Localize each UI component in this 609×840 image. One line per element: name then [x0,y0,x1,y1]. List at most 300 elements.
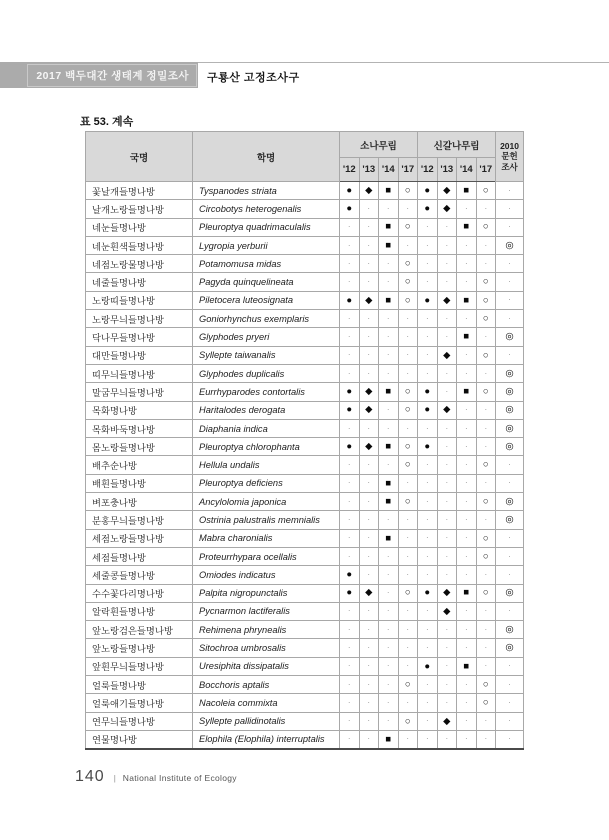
mark-cell-empty: · [340,218,360,236]
mark-cell-empty: · [340,474,360,492]
mark-cell-empty: · [340,602,360,620]
mark-cell-empty: · [476,602,496,620]
mark-cell-filled-square: ■ [379,529,399,547]
mark-cell-empty: · [476,236,496,254]
mark-cell-filled-square: ■ [457,291,477,309]
mark-cell-empty: · [496,676,524,694]
mark-cell-empty: · [398,657,418,675]
mark-cell-empty: · [379,657,399,675]
mark-cell-filled-diamond: ◆ [359,182,379,200]
korean-name-cell: 목화바둑명나방 [86,419,193,437]
mark-cell-empty: · [496,273,524,291]
mark-cell-empty: · [437,676,457,694]
mark-cell-filled-circle: ● [340,200,360,218]
mark-cell-filled-circle: ● [340,182,360,200]
mark-cell-empty: · [398,364,418,382]
mark-cell-empty: · [340,529,360,547]
mark-cell-empty: · [496,730,524,748]
mark-cell-empty: · [379,456,399,474]
mark-cell-open-circle: ○ [476,584,496,602]
mark-cell-empty: · [457,547,477,565]
mark-cell-empty: · [359,328,379,346]
mark-cell-empty: · [398,346,418,364]
mark-cell-filled-diamond: ◆ [437,291,457,309]
scientific-name-cell: Circobotys heterogenalis [193,200,340,218]
mark-cell-filled-circle: ● [418,584,438,602]
mark-cell-empty: · [457,566,477,584]
table-row [86,310,524,328]
header-rule [198,62,609,63]
mark-cell-empty: · [398,328,418,346]
scientific-name-cell: Pycnarmon lactiferalis [193,602,340,620]
mark-cell-empty: · [457,346,477,364]
header-pine-forest: 소나무림 [340,132,418,158]
mark-cell-open-circle: ○ [398,438,418,456]
mark-cell-filled-square: ■ [379,730,399,748]
scientific-name-cell: Glyphodes duplicalis [193,364,340,382]
mark-cell-empty: · [398,694,418,712]
mark-cell-empty: · [340,657,360,675]
table-caption: 표 53. 계속 [80,116,134,128]
scientific-name-cell: Tyspanodes striata [193,182,340,200]
mark-cell-open-circle: ○ [398,182,418,200]
mark-cell-open-circle: ○ [476,493,496,511]
mark-cell-empty: · [457,236,477,254]
mark-cell-filled-square: ■ [457,328,477,346]
mark-cell-empty: · [476,438,496,456]
table-row [86,639,524,657]
mark-cell-empty: · [340,346,360,364]
mark-cell-empty: · [340,310,360,328]
mark-cell-filled-circle: ● [418,401,438,419]
header-scientific-name: 학명 [193,132,340,182]
mark-cell-empty: · [457,273,477,291]
mark-cell-empty: · [418,566,438,584]
table-row [86,584,524,602]
mark-cell-empty: · [437,474,457,492]
mark-cell-open-circle: ○ [476,456,496,474]
mark-cell-double-circle-literature: ◎ [496,236,524,254]
mark-cell-empty: · [496,602,524,620]
mark-cell-empty: · [457,639,477,657]
scientific-name-cell: Goniorhynchus exemplaris [193,310,340,328]
mark-cell-empty: · [496,182,524,200]
mark-cell-empty: · [437,730,457,748]
mark-cell-double-circle-literature: ◎ [496,511,524,529]
mark-cell-empty: · [496,529,524,547]
mark-cell-empty: · [476,511,496,529]
mark-cell-empty: · [457,493,477,511]
mark-cell-empty: · [437,456,457,474]
mark-cell-filled-square: ■ [379,236,399,254]
mark-cell-empty: · [359,694,379,712]
scientific-name-cell: Pleuroptya chlorophanta [193,438,340,456]
korean-name-cell: 연물명나방 [86,730,193,748]
mark-cell-filled-square: ■ [379,291,399,309]
table-row [86,657,524,675]
scientific-name-cell: Glyphodes pryeri [193,328,340,346]
mark-cell-empty: · [476,255,496,273]
table-row [86,218,524,236]
mark-cell-empty: · [379,200,399,218]
mark-cell-filled-diamond: ◆ [359,291,379,309]
mark-cell-empty: · [340,273,360,291]
table-row [86,255,524,273]
mark-cell-empty: · [476,419,496,437]
mark-cell-empty: · [398,200,418,218]
page-number: 140 [75,768,105,785]
scientific-name-cell: Mabra charonialis [193,529,340,547]
header-korean-name: 국명 [86,132,193,182]
table-row [86,438,524,456]
header-literature-line2: 문헌 [501,151,518,162]
mark-cell-empty: · [496,200,524,218]
mark-cell-empty: · [418,310,438,328]
mark-cell-empty: · [476,566,496,584]
mark-cell-empty: · [379,621,399,639]
mark-cell-empty: · [418,236,438,254]
table-row [86,474,524,492]
header-literature-line1: 2010 [500,140,519,151]
mark-cell-empty: · [359,364,379,382]
scientific-name-cell: Potamomusa midas [193,255,340,273]
mark-cell-filled-circle: ● [340,438,360,456]
mark-cell-filled-circle: ● [418,291,438,309]
mark-cell-empty: · [340,419,360,437]
header-year-pine-17: '17 [398,158,418,182]
header-year-pine-14: '14 [379,158,399,182]
korean-name-cell: 배흰들명나방 [86,474,193,492]
mark-cell-empty: · [437,511,457,529]
mark-cell-empty: · [340,456,360,474]
mark-cell-empty: · [457,419,477,437]
mark-cell-filled-diamond: ◆ [437,584,457,602]
mark-cell-empty: · [418,218,438,236]
scientific-name-cell: Diaphania indica [193,419,340,437]
header-oak-forest: 신갈나무림 [418,132,496,158]
mark-cell-empty: · [379,255,399,273]
mark-cell-filled-square: ■ [379,474,399,492]
mark-cell-double-circle-literature: ◎ [496,419,524,437]
mark-cell-empty: · [437,310,457,328]
mark-cell-empty: · [398,566,418,584]
table-row [86,547,524,565]
mark-cell-empty: · [359,273,379,291]
mark-cell-filled-square: ■ [457,584,477,602]
mark-cell-empty: · [496,218,524,236]
mark-cell-empty: · [476,401,496,419]
mark-cell-empty: · [476,657,496,675]
mark-cell-filled-diamond: ◆ [359,401,379,419]
mark-cell-empty: · [359,236,379,254]
korean-name-cell: 말굽무늬들명나방 [86,383,193,401]
mark-cell-empty: · [457,712,477,730]
mark-cell-empty: · [457,401,477,419]
section-title: 구룡산 고정조사구 [207,72,300,84]
korean-name-cell: 목화명나방 [86,401,193,419]
mark-cell-empty: · [437,529,457,547]
table-row [86,730,524,748]
table-row [86,273,524,291]
korean-name-cell: 세점들명나방 [86,547,193,565]
mark-cell-empty: · [476,712,496,730]
mark-cell-empty: · [437,218,457,236]
mark-cell-empty: · [398,474,418,492]
mark-cell-empty: · [457,676,477,694]
korean-name-cell: 얼룩애기들명나방 [86,694,193,712]
header-year-pine-13: '13 [359,158,379,182]
mark-cell-open-circle: ○ [398,401,418,419]
mark-cell-open-circle: ○ [476,694,496,712]
mark-cell-open-circle: ○ [398,712,418,730]
mark-cell-empty: · [340,511,360,529]
table-row [86,676,524,694]
mark-cell-empty: · [359,566,379,584]
mark-cell-empty: · [437,657,457,675]
table-row [86,401,524,419]
table-row [86,621,524,639]
header-year-pine-12: '12 [340,158,360,182]
table-row [86,383,524,401]
mark-cell-empty: · [398,511,418,529]
table-row [86,511,524,529]
mark-cell-empty: · [359,712,379,730]
mark-cell-open-circle: ○ [476,346,496,364]
mark-cell-empty: · [496,657,524,675]
mark-cell-empty: · [457,456,477,474]
mark-cell-empty: · [359,657,379,675]
mark-cell-open-circle: ○ [398,676,418,694]
mark-cell-empty: · [437,383,457,401]
mark-cell-empty: · [379,310,399,328]
mark-cell-double-circle-literature: ◎ [496,438,524,456]
mark-cell-empty: · [340,493,360,511]
mark-cell-filled-square: ■ [457,657,477,675]
mark-cell-empty: · [340,236,360,254]
mark-cell-empty: · [340,255,360,273]
scientific-name-cell: Syllepte taiwanalis [193,346,340,364]
mark-cell-open-circle: ○ [476,182,496,200]
mark-cell-empty: · [437,255,457,273]
mark-cell-empty: · [437,493,457,511]
mark-cell-empty: · [359,639,379,657]
mark-cell-open-circle: ○ [398,493,418,511]
footer-divider: | [113,773,116,783]
mark-cell-empty: · [457,529,477,547]
mark-cell-double-circle-literature: ◎ [496,584,524,602]
table-row [86,236,524,254]
scientific-name-cell: Pagyda quinquelineata [193,273,340,291]
header-year-oak-12: '12 [418,158,438,182]
mark-cell-empty: · [476,200,496,218]
korean-name-cell: 노랑무늬들명나방 [86,310,193,328]
table-row [86,364,524,382]
mark-cell-filled-diamond: ◆ [437,200,457,218]
mark-cell-double-circle-literature: ◎ [496,328,524,346]
mark-cell-empty: · [359,456,379,474]
mark-cell-filled-circle: ● [418,438,438,456]
korean-name-cell: 몸노랑들명나방 [86,438,193,456]
mark-cell-empty: · [418,730,438,748]
mark-cell-double-circle-literature: ◎ [496,493,524,511]
mark-cell-empty: · [437,547,457,565]
mark-cell-empty: · [496,291,524,309]
mark-cell-empty: · [496,310,524,328]
table-row [86,200,524,218]
table-row [86,602,524,620]
mark-cell-empty: · [418,602,438,620]
korean-name-cell: 날개노랑들명나방 [86,200,193,218]
mark-cell-empty: · [379,566,399,584]
mark-cell-empty: · [398,639,418,657]
mark-cell-empty: · [496,255,524,273]
mark-cell-empty: · [418,621,438,639]
scientific-name-cell: Syllepte pallidinotalis [193,712,340,730]
mark-cell-empty: · [359,621,379,639]
mark-cell-empty: · [340,676,360,694]
mark-cell-empty: · [398,529,418,547]
mark-cell-filled-diamond: ◆ [437,182,457,200]
mark-cell-empty: · [398,310,418,328]
table-row [86,712,524,730]
footer-organization: National Institute of Ecology [122,773,237,783]
mark-cell-filled-square: ■ [379,438,399,456]
mark-cell-empty: · [476,730,496,748]
scientific-name-cell: Omiodes indicatus [193,566,340,584]
mark-cell-double-circle-literature: ◎ [496,621,524,639]
mark-cell-empty: · [340,621,360,639]
mark-cell-filled-circle: ● [340,566,360,584]
mark-cell-empty: · [476,328,496,346]
scientific-name-cell: Piletocera luteosignata [193,291,340,309]
korean-name-cell: 꽃날개들명나방 [86,182,193,200]
mark-cell-empty: · [379,328,399,346]
header-literature-line3: 조사 [501,161,518,172]
mark-cell-filled-square: ■ [379,383,399,401]
mark-cell-empty: · [379,602,399,620]
mark-cell-filled-circle: ● [418,200,438,218]
mark-cell-open-circle: ○ [398,456,418,474]
mark-cell-empty: · [379,694,399,712]
table-body [86,182,524,749]
scientific-name-cell: Bocchoris aptalis [193,676,340,694]
table-row [86,694,524,712]
korean-name-cell: 노랑띠들명나방 [86,291,193,309]
scientific-name-cell: Lygropia yerburii [193,236,340,254]
mark-cell-empty: · [359,346,379,364]
korean-name-cell: 네점노랑물명나방 [86,255,193,273]
mark-cell-filled-diamond: ◆ [437,712,457,730]
mark-cell-empty: · [437,419,457,437]
table-row [86,529,524,547]
mark-cell-empty: · [379,511,399,529]
korean-name-cell: 네줄들명나방 [86,273,193,291]
mark-cell-double-circle-literature: ◎ [496,383,524,401]
mark-cell-empty: · [379,676,399,694]
table-row [86,328,524,346]
mark-cell-empty: · [496,346,524,364]
mark-cell-empty: · [418,255,438,273]
mark-cell-empty: · [379,547,399,565]
mark-cell-open-circle: ○ [476,547,496,565]
korean-name-cell: 벼포충나방 [86,493,193,511]
mark-cell-empty: · [359,529,379,547]
mark-cell-empty: · [359,602,379,620]
mark-cell-empty: · [496,474,524,492]
mark-cell-empty: · [457,730,477,748]
table-row [86,346,524,364]
table-row [86,456,524,474]
scientific-name-cell: Nacoleia commixta [193,694,340,712]
mark-cell-open-circle: ○ [398,383,418,401]
scientific-name-cell: Eurrhyparodes contortalis [193,383,340,401]
mark-cell-filled-circle: ● [418,657,438,675]
mark-cell-double-circle-literature: ◎ [496,639,524,657]
korean-name-cell: 수수꽃다리명나방 [86,584,193,602]
mark-cell-empty: · [340,547,360,565]
mark-cell-empty: · [340,639,360,657]
mark-cell-empty: · [457,511,477,529]
mark-cell-filled-square: ■ [379,218,399,236]
mark-cell-empty: · [398,730,418,748]
mark-cell-empty: · [437,328,457,346]
scientific-name-cell: Pleuroptya deficiens [193,474,340,492]
mark-cell-filled-square: ■ [457,383,477,401]
mark-cell-filled-diamond: ◆ [437,346,457,364]
mark-cell-empty: · [418,456,438,474]
mark-cell-empty: · [418,364,438,382]
mark-cell-empty: · [496,456,524,474]
mark-cell-empty: · [437,639,457,657]
table-row [86,566,524,584]
mark-cell-empty: · [340,712,360,730]
mark-cell-empty: · [340,730,360,748]
mark-cell-empty: · [457,438,477,456]
mark-cell-empty: · [418,529,438,547]
mark-cell-empty: · [340,364,360,382]
mark-cell-empty: · [379,401,399,419]
mark-cell-empty: · [418,474,438,492]
mark-cell-empty: · [476,364,496,382]
mark-cell-empty: · [379,346,399,364]
mark-cell-empty: · [418,676,438,694]
mark-cell-empty: · [437,236,457,254]
mark-cell-empty: · [437,438,457,456]
mark-cell-empty: · [379,364,399,382]
mark-cell-empty: · [340,328,360,346]
korean-name-cell: 연무늬들명나방 [86,712,193,730]
mark-cell-empty: · [437,364,457,382]
mark-cell-empty: · [418,419,438,437]
mark-cell-open-circle: ○ [398,291,418,309]
mark-cell-filled-diamond: ◆ [359,584,379,602]
mark-cell-open-circle: ○ [476,218,496,236]
mark-cell-filled-square: ■ [457,182,477,200]
mark-cell-empty: · [379,584,399,602]
mark-cell-empty: · [398,621,418,639]
korean-name-cell: 띠무늬들명나방 [86,364,193,382]
scientific-name-cell: Rehimena phrynealis [193,621,340,639]
mark-cell-empty: · [476,639,496,657]
mark-cell-empty: · [359,255,379,273]
korean-name-cell: 앞노랑들명나방 [86,639,193,657]
mark-cell-filled-circle: ● [340,291,360,309]
mark-cell-empty: · [359,493,379,511]
mark-cell-filled-square: ■ [379,182,399,200]
mark-cell-empty: · [457,200,477,218]
scientific-name-cell: Hellula undalis [193,456,340,474]
mark-cell-empty: · [437,273,457,291]
